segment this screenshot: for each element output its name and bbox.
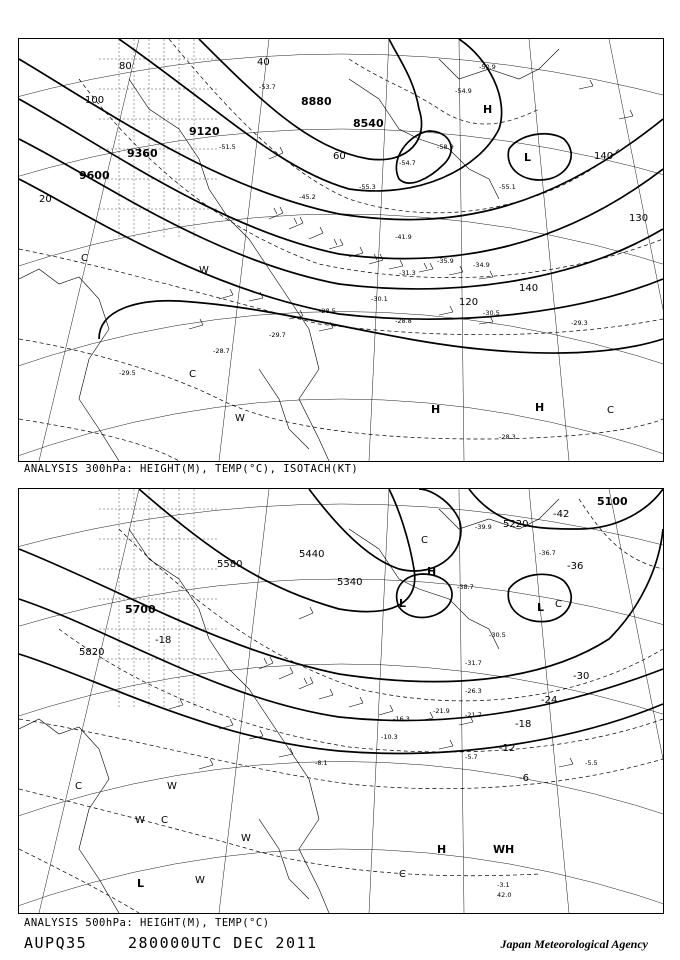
coastlines — [19, 49, 559, 461]
station-value: -3.1 — [497, 881, 510, 889]
upper-height-labels — [79, 95, 384, 182]
station-value: -21.7 — [465, 711, 482, 719]
height-contours — [19, 39, 663, 353]
station-value: -10.3 — [381, 733, 398, 741]
station-value: -21.9 — [433, 707, 450, 715]
warm-center: W — [241, 833, 251, 844]
isotherm-label: -42 — [553, 509, 570, 520]
warm-center: W — [195, 875, 205, 886]
station-value: -36.7 — [539, 549, 556, 557]
analysis-map-500hpa — [18, 488, 664, 914]
cold-center: C — [399, 869, 406, 880]
isotherm-label: -24 — [541, 695, 558, 706]
high-center: H — [483, 103, 493, 116]
isotherm-label: -18 — [515, 719, 532, 730]
temp-label: -55.3 — [359, 183, 376, 191]
isotherms — [19, 39, 663, 461]
isotherm-label: -30 — [573, 671, 590, 682]
graticule — [19, 489, 663, 913]
lower-height-labels — [79, 495, 628, 658]
cold-center: C — [607, 405, 614, 416]
low-center: L — [524, 151, 532, 164]
station-value: -8.1 — [315, 759, 328, 767]
height-label: 5100 — [597, 495, 628, 508]
warm-center: W — [235, 413, 245, 424]
warm-center: W — [493, 843, 506, 856]
temp-label: -31.3 — [399, 269, 416, 277]
warm-center: W — [199, 265, 209, 276]
temp-label: -28.7 — [213, 347, 230, 355]
temp-label: -45.2 — [299, 193, 316, 201]
temp-label: -34.9 — [473, 261, 490, 269]
isotherm-label: -6 — [519, 773, 529, 784]
height-label: 8540 — [353, 117, 384, 130]
cold-center: C — [555, 599, 562, 610]
isotach-label: 80 — [119, 61, 132, 72]
isotach-label: 20 — [39, 194, 52, 205]
agency-name: Japan Meteorological Agency — [500, 937, 648, 951]
temp-label: -35.9 — [437, 257, 454, 265]
isotach-label: 100 — [85, 95, 105, 106]
analysis-map-300hpa — [18, 38, 664, 462]
station-value: -38.7 — [457, 583, 474, 591]
high-center: H — [427, 565, 437, 578]
height-label: 5580 — [217, 559, 243, 570]
cold-center: C — [421, 535, 428, 546]
low-center: L — [137, 877, 145, 890]
map-500hpa-svg — [19, 489, 663, 913]
station-value: -39.9 — [475, 523, 492, 531]
station-value: -5.7 — [465, 753, 478, 761]
caption-500hpa: ANALYSIS 500hPa: HEIGHT(M), TEMP(°C) — [24, 917, 270, 929]
station-value: -30.5 — [489, 631, 506, 639]
temp-label: -53.7 — [259, 83, 276, 91]
height-label: 8880 — [301, 95, 332, 108]
station-value: -26.3 — [465, 687, 482, 695]
temp-label: -41.9 — [395, 233, 412, 241]
station-value: -5.5 — [585, 759, 598, 767]
isotach-label: 60 — [333, 151, 346, 162]
height-contours — [19, 489, 663, 753]
isotherm-label: -36 — [567, 561, 584, 572]
high-center: H — [505, 843, 515, 856]
height-label: 9120 — [189, 125, 220, 138]
valid-time: 280000UTC DEC 2011 — [128, 934, 318, 952]
upper-pressure-centers — [81, 103, 614, 424]
temp-label: -51.5 — [219, 143, 236, 151]
isotach-label: 130 — [629, 213, 649, 224]
temp-label: -29.3 — [571, 319, 588, 327]
high-center: H — [431, 403, 441, 416]
height-label: 5440 — [299, 549, 325, 560]
temp-label: -58.9 — [437, 143, 454, 151]
temp-label: -28.3 — [499, 433, 516, 441]
isotach-label: 140 — [594, 151, 614, 162]
isotach-label: 40 — [257, 57, 270, 68]
temp-label: -30.5 — [483, 309, 500, 317]
cold-center: C — [81, 253, 88, 264]
warm-center: W — [167, 781, 177, 792]
station-value: 42.0 — [497, 891, 512, 899]
low-center: L — [399, 597, 407, 610]
caption-300hpa: ANALYSIS 300hPa: HEIGHT(M), TEMP(°C), ISOTACH(KT) — [24, 463, 359, 475]
graticule — [19, 39, 663, 461]
upper-isotach-labels — [39, 57, 648, 308]
map-300hpa-svg — [19, 39, 663, 461]
temp-label: -55.1 — [499, 183, 516, 191]
temp-label: -30.1 — [371, 295, 388, 303]
height-label: 5700 — [125, 603, 156, 616]
cold-center: C — [189, 369, 196, 380]
temp-label: -28.8 — [395, 317, 412, 325]
station-value: -16.3 — [393, 715, 410, 723]
height-label: 5820 — [79, 647, 105, 658]
low-center: L — [537, 601, 545, 614]
height-label: 5220 — [503, 519, 529, 530]
warm-center: W — [135, 815, 145, 826]
temp-label: -50.9 — [479, 63, 496, 71]
temp-label: -28.5 — [319, 307, 336, 315]
temp-label: -29.7 — [269, 331, 286, 339]
isotherm-label: -18 — [155, 635, 172, 646]
temp-label: -29.5 — [119, 369, 136, 377]
isotherm-label: -12 — [499, 743, 516, 754]
height-label: 5340 — [337, 577, 363, 588]
cold-center: C — [75, 781, 82, 792]
lower-pressure-centers — [75, 535, 562, 890]
high-center: H — [437, 843, 447, 856]
high-center: H — [535, 401, 545, 414]
station-value: -31.7 — [465, 659, 482, 667]
height-label: 9360 — [127, 147, 158, 160]
isotach-label: 120 — [459, 297, 479, 308]
temp-label: -54.7 — [399, 159, 416, 167]
temp-label: -54.9 — [455, 87, 472, 95]
height-label: 9600 — [79, 169, 110, 182]
cold-center: C — [161, 815, 168, 826]
isotach-label: 140 — [519, 283, 539, 294]
product-id: AUPQ35 — [24, 934, 88, 952]
